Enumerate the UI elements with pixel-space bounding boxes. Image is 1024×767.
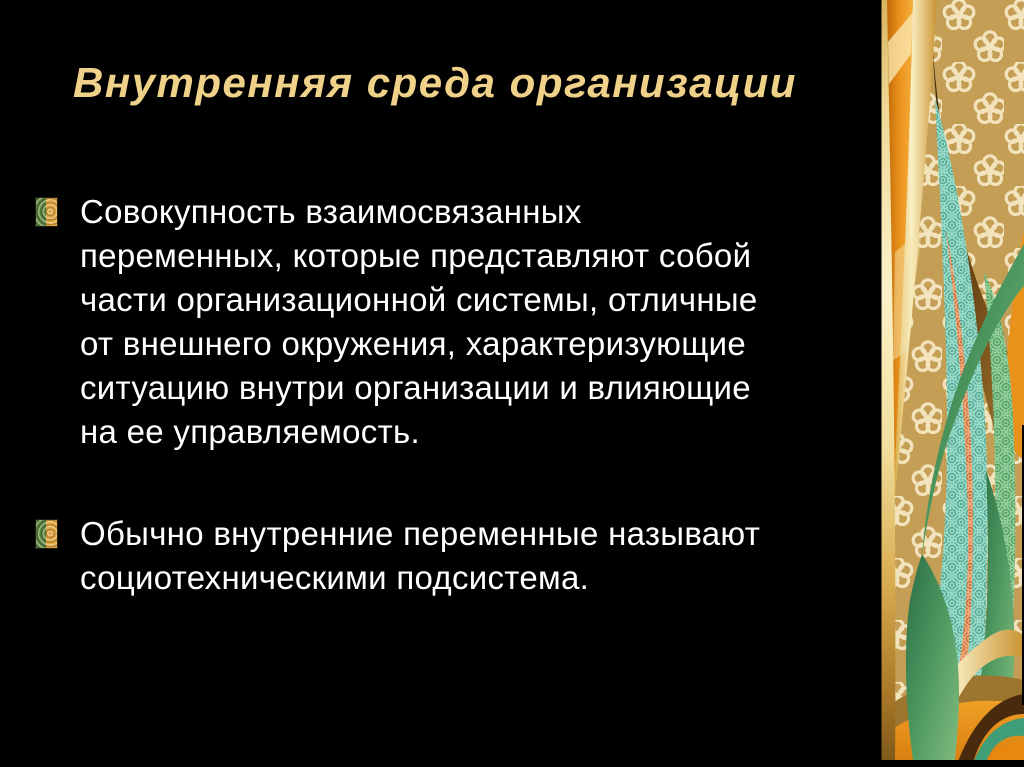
slide-title: Внутренняя среда организации <box>73 59 797 106</box>
bullet-text <box>80 190 758 454</box>
text-line: ситуацию внутри организации и влияющие <box>80 369 751 406</box>
text-line: части организационной системы, отличные <box>80 281 758 318</box>
bullet-text <box>80 512 760 600</box>
text-line: Совокупность взаимосвязанных <box>80 193 582 230</box>
ornament-square-bullet-icon <box>36 198 57 226</box>
bullet-item <box>36 512 848 600</box>
bullet-item <box>36 190 848 454</box>
slide-body <box>36 190 848 600</box>
text-line: Обычно внутренние переменные называют <box>80 515 761 552</box>
ornament-square-bullet-icon <box>36 520 57 548</box>
text-line: от внешнего окружения, характеризующие <box>80 325 747 362</box>
text-line: на ее управляемость. <box>80 413 420 450</box>
kimono-pattern-strip-artwork <box>880 0 1024 767</box>
text-line: социотехническими подсистема. <box>80 559 590 596</box>
text-line: переменных, которые представляют собой <box>80 237 752 274</box>
